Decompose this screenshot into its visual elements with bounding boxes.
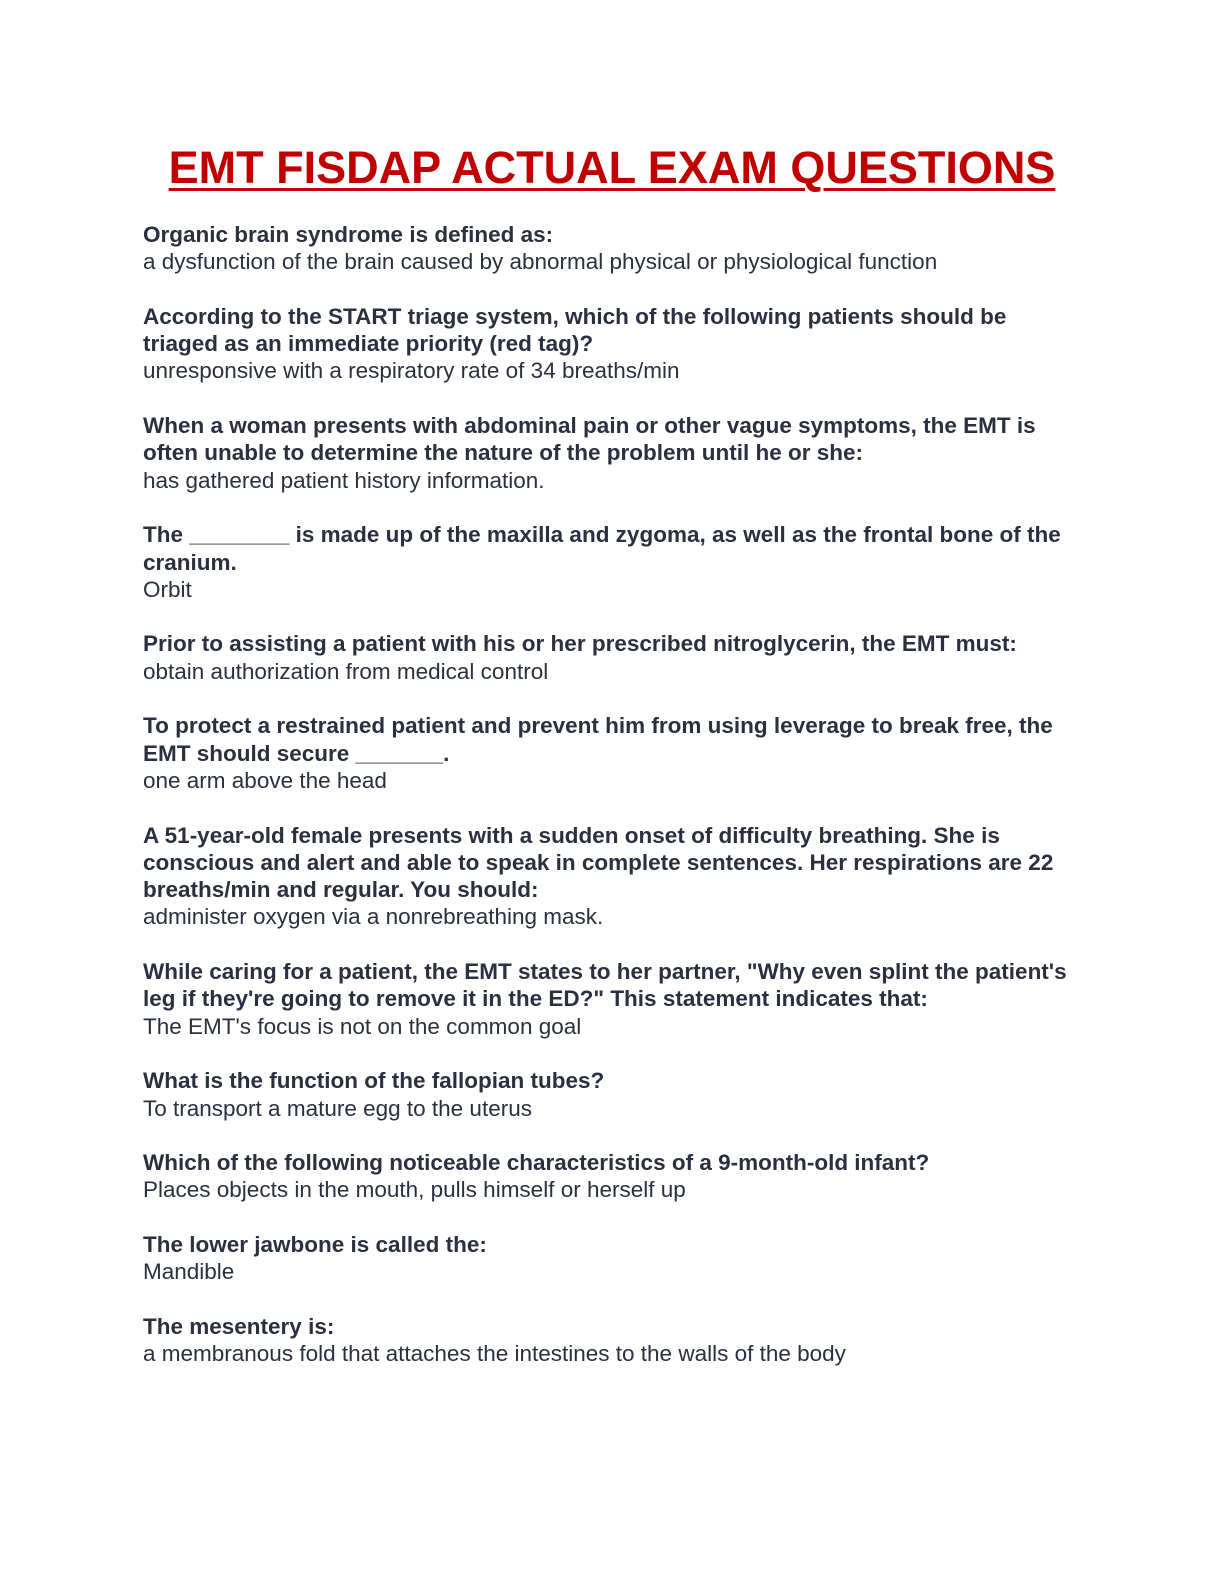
question-block — [143, 303, 1078, 385]
question-block — [143, 712, 1078, 794]
question-block — [143, 822, 1078, 931]
question-text: Which of the following noticeable characteristics of a 9-month-old infant? — [143, 1150, 930, 1176]
answer-text: administer oxygen via a nonrebreathing mask. — [143, 904, 604, 930]
question-text: A 51-year-old female presents with a sudden onset of difficulty breathing. She is conscious and alert and able to speak in complete sentences. Her respirations are 22 breaths/min and regular. You should: — [143, 822, 1054, 903]
question-block — [143, 630, 1078, 685]
question-text: To protect a restrained patient and prevent him from using leverage to break free, the EMT should secure _______. — [143, 713, 1053, 766]
answer-text: a dysfunction of the brain caused by abnormal physical or physiological function — [143, 249, 938, 275]
answer-text: To transport a mature egg to the uterus — [143, 1095, 532, 1121]
question-text: Prior to assisting a patient with his or her prescribed nitroglycerin, the EMT must: — [143, 631, 1017, 657]
question-block — [143, 1149, 1078, 1204]
answer-text: a membranous fold that attaches the intestines to the walls of the body — [143, 1341, 846, 1367]
question-block — [143, 221, 1078, 276]
question-text: Organic brain syndrome is defined as: — [143, 222, 554, 247]
question-text: The ________ is made up of the maxilla and zygoma, as well as the frontal bone of the cranium. — [143, 522, 1061, 575]
question-text: The mesentery is: — [143, 1313, 335, 1339]
question-block — [143, 1067, 1078, 1122]
question-text: While caring for a patient, the EMT states to her partner, "Why even splint the patient's leg if they're going to remove it in the ED?" This statement indicates that: — [143, 959, 1067, 1012]
answer-text: unresponsive with a respiratory rate of 34 breaths/min — [143, 358, 680, 384]
question-block — [143, 1313, 1078, 1368]
answer-text: Orbit — [143, 576, 192, 602]
page-title: EMT FISDAP ACTUAL EXAM QUESTIONS — [168, 142, 1056, 193]
question-text: When a woman presents with abdominal pain or other vague symptoms, the EMT is often unable to determine the nature of the problem until he or she: — [143, 413, 1036, 466]
question-text: The lower jawbone is called the: — [143, 1231, 487, 1257]
answer-text: obtain authorization from medical control — [143, 658, 549, 684]
question-list — [143, 221, 1078, 1395]
question-block — [143, 521, 1078, 603]
answer-text: Mandible — [143, 1259, 235, 1285]
question-text: What is the function of the fallopian tubes? — [143, 1068, 605, 1094]
question-block — [143, 1231, 1078, 1286]
answer-text: The EMT's focus is not on the common goal — [143, 1013, 582, 1039]
answer-text: Places objects in the mouth, pulls himself or herself up — [143, 1177, 686, 1203]
answer-text: has gathered patient history information. — [143, 467, 545, 493]
question-text: According to the START triage system, which of the following patients should be triaged as an immediate priority (red tag)? — [143, 303, 1007, 357]
answer-text: one arm above the head — [143, 767, 387, 793]
question-block — [143, 412, 1078, 494]
question-block — [143, 958, 1078, 1040]
